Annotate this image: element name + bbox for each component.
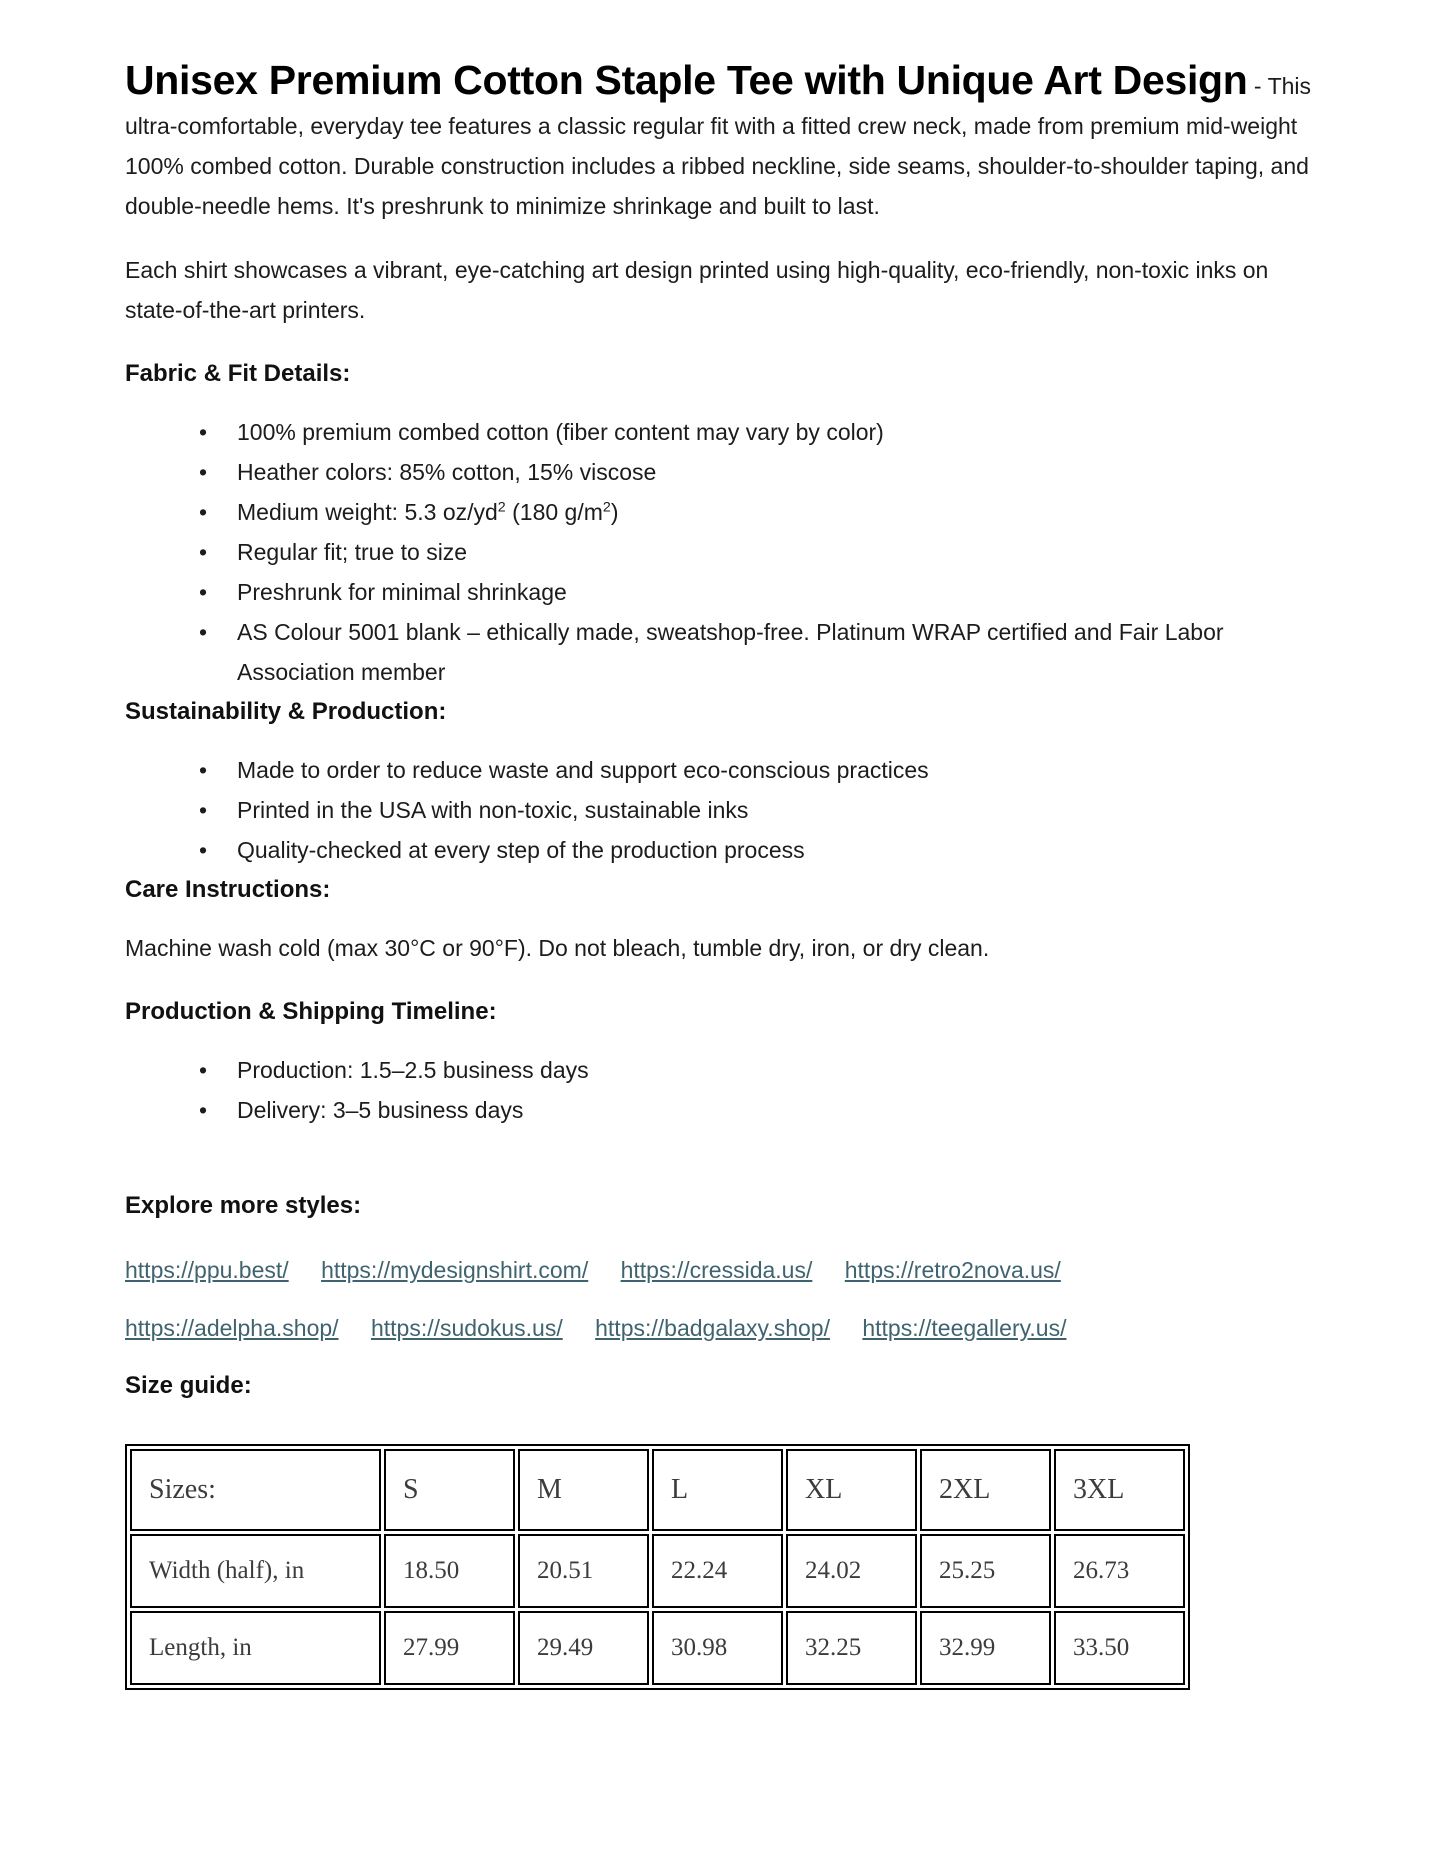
link-badgalaxy[interactable]: https://badgalaxy.shop/ [595, 1315, 830, 1341]
list-item: • Regular fit; true to size [125, 532, 1327, 572]
table-header-s: S [384, 1449, 515, 1531]
table-cell: 25.25 [920, 1534, 1051, 1608]
weight-text: (180 g/m [505, 499, 603, 525]
list-item: • Production: 1.5–2.5 business days [125, 1050, 1327, 1090]
link-adelpha[interactable]: https://adelpha.shop/ [125, 1315, 339, 1341]
list-item: • Quality-checked at every step of the production process [125, 830, 1327, 870]
size-guide-heading: Size guide: [125, 1372, 252, 1399]
table-cell: 29.49 [518, 1611, 649, 1685]
table-cell: 22.24 [652, 1534, 783, 1608]
timeline-heading: Production & Shipping Timeline: [125, 998, 497, 1025]
care-heading: Care Instructions: [125, 876, 331, 903]
table-header-l: L [652, 1449, 783, 1531]
list-item: • Preshrunk for minimal shrinkage [125, 572, 1327, 612]
table-header-3xl: 3XL [1054, 1449, 1185, 1531]
intro-text: - This ultra-comfortable, everyday tee features a classic regular fit with a fitted crew neck, made from premium mid-weight 100% combed cotton. Durable construction includes a ribbed neckline, side seams, shoulder-to-shoulder taping, and double-needle hems. It's preshrunk to minimize shrinkage and built to last. [125, 73, 1312, 219]
list-item: • Printed in the USA with non-toxic, sustainable inks [125, 790, 1327, 830]
table-row [130, 1611, 1185, 1685]
list-item: • 100% premium combed cotton (fiber content may vary by color) [125, 412, 1327, 452]
table-cell: 27.99 [384, 1611, 515, 1685]
timeline-list [125, 1050, 1327, 1130]
table-cell: 32.25 [786, 1611, 917, 1685]
link-teegallery[interactable]: https://teegallery.us/ [862, 1315, 1067, 1341]
list-item: • AS Colour 5001 blank – ethically made, sweatshop-free. Platinum WRAP certified and Fair Labor Association member [125, 612, 1327, 692]
weight-text: ) [610, 499, 619, 525]
superscript: 2 [497, 499, 506, 516]
fabric-heading: Fabric & Fit Details: [125, 360, 351, 387]
links-row-1 [125, 1250, 1327, 1290]
row-label-length: Length, in [130, 1611, 381, 1685]
care-paragraph: Machine wash cold (max 30°C or 90°F). Do not bleach, tumble dry, iron, or dry clean. [125, 935, 990, 961]
table-cell: 18.50 [384, 1534, 515, 1608]
row-label-width: Width (half), in [130, 1534, 381, 1608]
list-item: • Made to order to reduce waste and support eco-conscious practices [125, 750, 1327, 790]
explore-heading: Explore more styles: [125, 1192, 362, 1219]
product-title: Unisex Premium Cotton Staple Tee with Unique Art Design [125, 57, 1248, 103]
link-retro2nova[interactable]: https://retro2nova.us/ [844, 1257, 1061, 1283]
table-row [130, 1534, 1185, 1608]
list-item: • Heather colors: 85% cotton, 15% viscose [125, 452, 1327, 492]
link-sudokus[interactable]: https://sudokus.us/ [370, 1315, 563, 1341]
table-cell: 24.02 [786, 1534, 917, 1608]
table-header-row [130, 1449, 1185, 1531]
sustainability-heading: Sustainability & Production: [125, 698, 447, 725]
link-cressida[interactable]: https://cressida.us/ [620, 1257, 813, 1283]
list-item: • Delivery: 3–5 business days [125, 1090, 1327, 1130]
sustainability-list [125, 750, 1327, 870]
table-header-xl: XL [786, 1449, 917, 1531]
table-header-sizes: Sizes: [130, 1449, 381, 1531]
list-item [125, 492, 1327, 532]
links-row-2 [125, 1308, 1327, 1348]
link-mydesignshirt[interactable]: https://mydesignshirt.com/ [321, 1257, 589, 1283]
fabric-list [125, 412, 1327, 692]
link-ppu-best[interactable]: https://ppu.best/ [125, 1257, 289, 1283]
printing-paragraph: Each shirt showcases a vibrant, eye-catching art design printed using high-quality, eco-friendly, non-toxic inks on state-of-the-art printers. [125, 257, 1269, 323]
intro-paragraph [125, 57, 1327, 226]
table-cell: 33.50 [1054, 1611, 1185, 1685]
table-cell: 30.98 [652, 1611, 783, 1685]
table-header-m: M [518, 1449, 649, 1531]
superscript: 2 [602, 499, 611, 516]
table-cell: 32.99 [920, 1611, 1051, 1685]
table-header-2xl: 2XL [920, 1449, 1051, 1531]
table-cell: 26.73 [1054, 1534, 1185, 1608]
weight-text: Medium weight: 5.3 oz/yd [237, 499, 498, 525]
size-guide-table [125, 1444, 1190, 1690]
table-cell: 20.51 [518, 1534, 649, 1608]
